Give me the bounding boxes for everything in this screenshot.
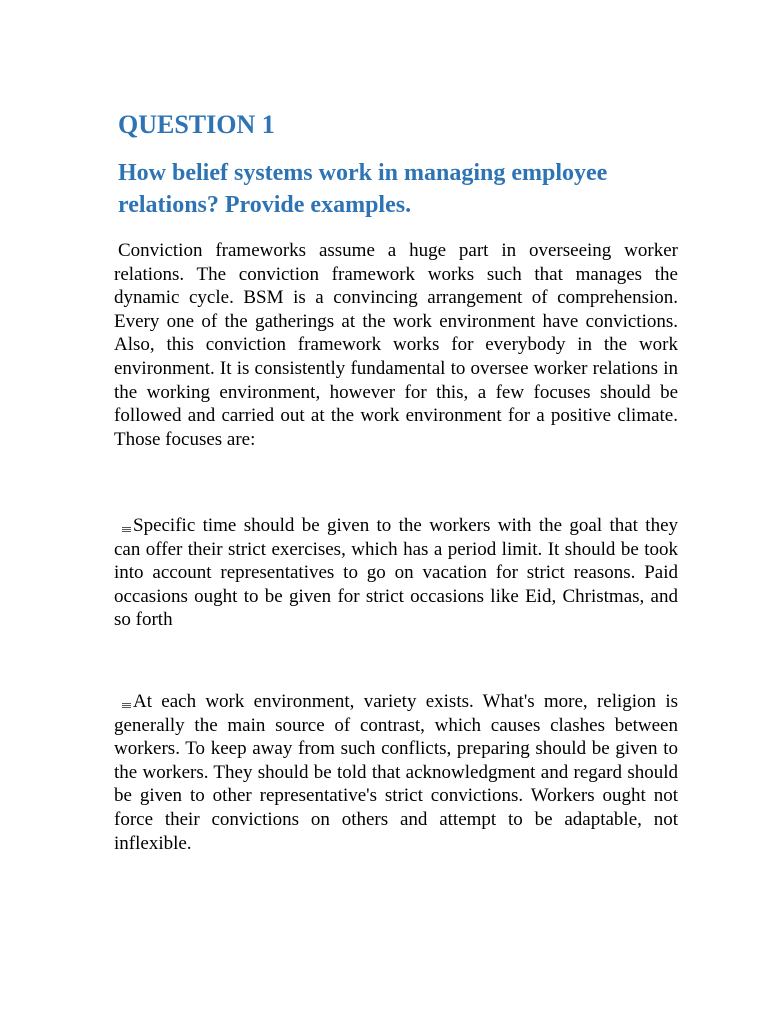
- bullet-text-1: Specific time should be given to the workers with the goal that they can offer their strict exercises, which has a period limit. It should be took into account representatives to go on vacation for strict reasons. Paid occasions ought to be given for strict occasions like Eid, Christmas, and so forth: [114, 515, 678, 631]
- intro-paragraph: Conviction frameworks assume a huge part in overseeing worker relations. The conviction framework works such that manages the dynamic cycle. BSM is a convincing arrangement of comprehension. Every one of the gatherings at the work environment have convictions. Also, this conviction framework works for everybody in the work environment. It is consistently fundamental to oversee worker relations in the working environment, however for this, a few focuses should be followed and carried out at the work environment for a positive climate. Those focuses are:: [114, 240, 678, 450]
- question-title: How belief systems work in managing employee relations? Provide examples.: [118, 160, 608, 218]
- list-bullet-icon: [122, 703, 131, 709]
- list-bullet-icon: [122, 527, 131, 533]
- bullet-paragraph-2: [114, 690, 678, 855]
- bullet-text-2: At each work environment, variety exists. What's more, religion is generally the main source of contrast, which causes clashes between workers. To keep away from such conflicts, preparing should be given to the workers. They should be told that acknowledgment and regard should be given to other representative's strict convictions. Workers ought not force their convictions on others and attempt to be adaptable, not inflexible.: [114, 691, 678, 854]
- question-heading: QUESTION 1: [118, 110, 275, 139]
- bullet-paragraph-1: [114, 514, 678, 632]
